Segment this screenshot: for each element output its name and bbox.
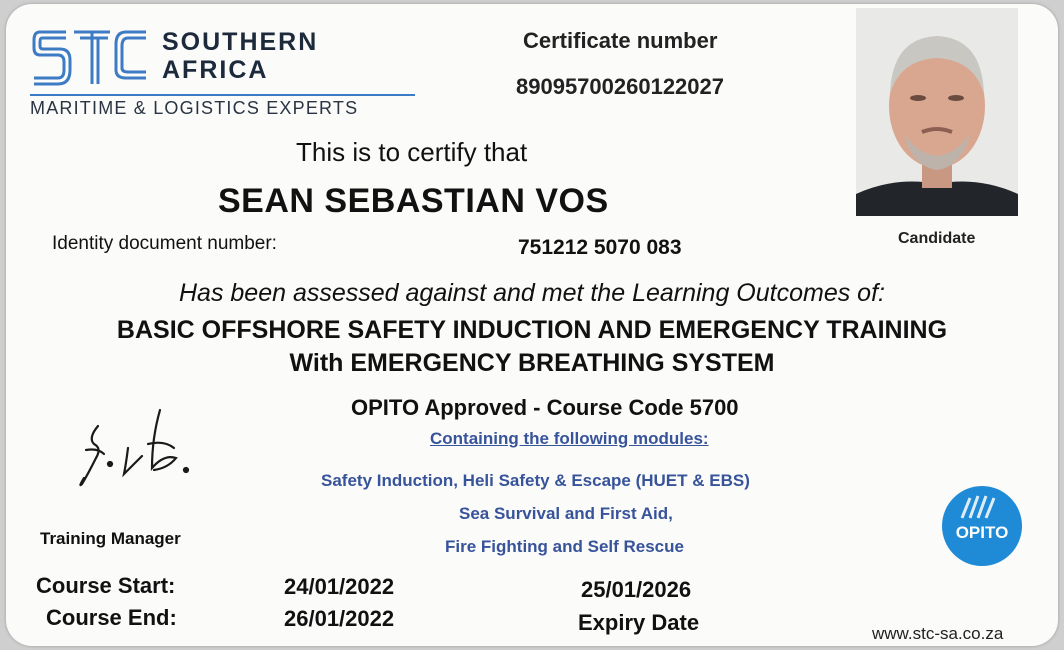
brand-line-1: SOUTHERN <box>162 28 319 56</box>
assessment-statement: Has been assessed against and met the Learning Outcomes of: <box>179 279 885 307</box>
expiry-date-label: Expiry Date <box>578 610 700 635</box>
stc-logo-mark <box>30 24 150 86</box>
logo-divider <box>30 94 415 96</box>
candidate-name: SEAN SEBASTIAN VOS <box>218 182 609 220</box>
brand-line-2: AFRICA <box>162 56 269 84</box>
website-url: www.stc-sa.co.za <box>872 624 1004 643</box>
modules-header: Containing the following modules: <box>430 429 709 448</box>
candidate-caption: Candidate <box>898 230 976 247</box>
opito-badge-text: OPITO <box>955 523 1009 542</box>
brand-tagline: MARITIME & LOGISTICS EXPERTS <box>30 98 359 118</box>
signature <box>68 398 198 488</box>
course-title-line-1: BASIC OFFSHORE SAFETY INDUCTION AND EMERGENCY TRAINING <box>116 316 948 344</box>
course-title-line-2: With EMERGENCY BREATHING SYSTEM <box>289 349 775 377</box>
course-end-label: Course End: <box>46 605 177 630</box>
certificate-number: 89095700260122027 <box>516 74 725 99</box>
expiry-date: 25/01/2026 <box>581 577 692 602</box>
course-start-date: 24/01/2022 <box>284 574 395 599</box>
candidate-photo <box>856 8 1018 216</box>
course-start-label: Course Start: <box>36 573 176 598</box>
certificate-number-label: Certificate number <box>523 28 718 53</box>
training-manager-label: Training Manager <box>40 529 181 548</box>
opito-badge <box>940 484 1024 568</box>
certificate-card <box>6 4 1058 646</box>
module-item: Safety Induction, Heli Safety & Escape (HUET & EBS) <box>321 471 750 490</box>
module-item: Fire Fighting and Self Rescue <box>445 537 684 556</box>
id-number: 751212 5070 083 <box>518 236 682 259</box>
id-number-label: Identity document number: <box>52 233 277 254</box>
module-item: Sea Survival and First Aid, <box>459 504 673 523</box>
brand-name <box>162 28 318 84</box>
course-end-date: 26/01/2022 <box>284 606 395 631</box>
course-approval: OPITO Approved - Course Code 5700 <box>351 395 739 420</box>
certify-intro: This is to certify that <box>296 137 528 167</box>
portrait-image <box>856 8 1018 216</box>
